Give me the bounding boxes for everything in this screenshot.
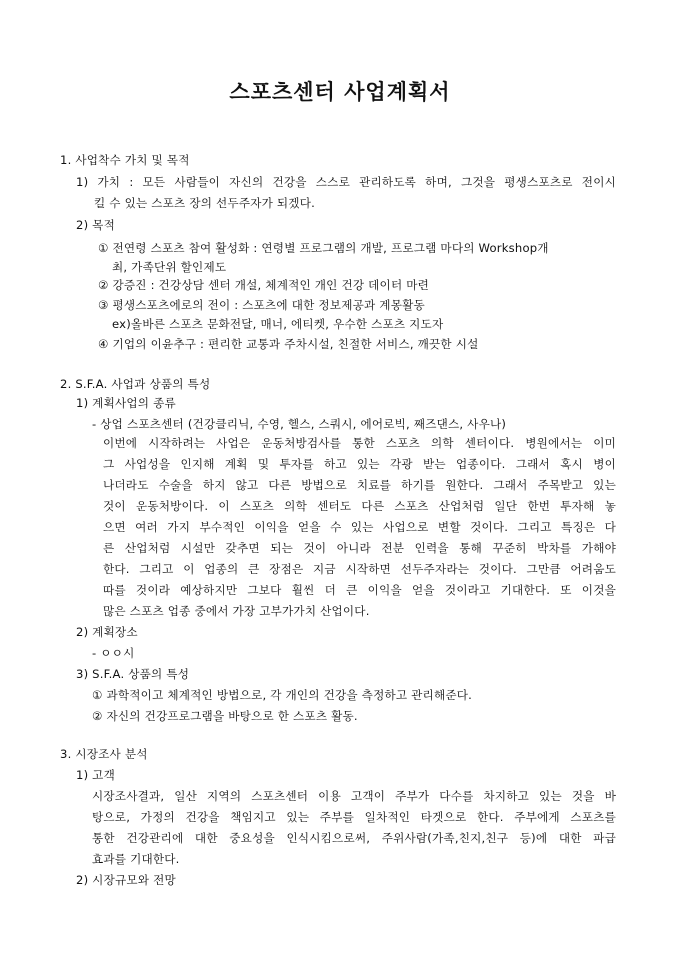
goal-3: ③ 평생스포츠에로의 전이 : 스포츠에 대한 정보제공과 계몽활동 [98,298,425,312]
paragraph-line: 이번에 시작하려는 사업은 운동처방검사를 통한 스포츠 의학 센터이다. 병원에서는 이미 [103,436,616,450]
feature-2: ② 자신의 건강프로그램을 바탕으로 한 스포츠 활동. [92,709,358,723]
purpose-label: 2) 목적 [76,218,115,232]
paragraph-line: 그 사업성을 인지해 계획 및 투자를 하고 있는 각광 받는 업종이다. 그래서 혹시 병이 [103,457,616,471]
location-value: - ㅇㅇ시 [92,646,135,660]
paragraph-line: 으면 여러 가지 부수적인 이익을 얻을 수 있는 사업으로 변할 것이다. 그리고 특징은 다 [103,520,616,534]
product-features-label: 3) S.F.A. 상품의 특성 [76,667,190,681]
paragraph-line: 한다. 그리고 이 업종의 큰 장점은 지금 시작하면 선두주자라는 것이다. 그만큼 어려움도 [103,562,616,576]
section-3-heading: 3. 시장조사 분석 [60,747,148,761]
business-type-bullet: - 상업 스포츠센터 (건강클리닉, 수영, 헬스, 스쿼시, 에어로빅, 째즈댄스, 사우나) [92,417,507,431]
location-label: 2) 계획장소 [76,625,138,639]
paragraph-line: 탕으로, 가정의 건강을 책임지고 있는 주부를 일차적인 타겟으로 한다. 주부에게 스포츠를 [92,810,616,824]
paragraph-line: 많은 스포츠 업종 중에서 가장 고부가가치 산업이다. [103,604,370,618]
feature-1: ① 과학적이고 체계적인 방법으로, 각 개인의 건강을 측정하고 관리해준다. [92,688,473,702]
paragraph-line: 것이 운동처방이다. 이 스포츠 의학 센터도 다른 스포츠 산업처럼 일단 한번 투자해 놓 [103,499,616,513]
goal-3-cont: ex)올바른 스포츠 문화전달, 매너, 에티켓, 우수한 스포츠 지도자 [112,317,444,331]
goal-1: ① 전연령 스포츠 참여 활성화 : 연령별 프로그램의 개발, 프로그램 마다의 Workshop개 [98,241,549,255]
customer-label: 1) 고객 [76,768,115,782]
paragraph-line: 나더라도 수술을 하지 않고 다른 방법으로 치료를 하기를 원한다. 그래서 주목받고 있는 [103,478,616,492]
paragraph-line: 효과를 기대한다. [92,852,180,866]
goal-2: ② 강증진 : 건강상담 센터 개설, 체계적인 개인 건강 데이터 마련 [98,278,430,292]
value-line-cont: 킬 수 있는 스포츠 장의 선두주자가 되겠다. [94,196,315,210]
goal-4: ④ 기업의 이윤추구 : 편리한 교통과 주차시설, 친절한 서비스, 깨끗한 시설 [98,337,479,351]
value-line: 1) 가치 : 모든 사람들이 자신의 건강을 스스로 관리하도록 하며, 그것을 평생스포츠로 전이시 [76,175,616,189]
market-size-label: 2) 시장규모와 전망 [76,873,176,887]
document-title: 스포츠센터 사업계획서 [229,79,451,104]
paragraph-line: 따를 것이라 예상하지만 그보다 훨씬 더 큰 이익을 얻을 것이라고 기대한다. 또 이것을 [103,583,616,597]
paragraph-line: 른 산업처럼 시설만 갖추면 되는 것이 아니라 전분 인력을 통해 꾸준히 박차를 가해야 [103,541,616,555]
section-1-heading: 1. 사업착수 가치 및 목적 [60,153,190,167]
paragraph-line: 통한 건강관리에 대한 중요성을 인식시킴으로써, 주위사람(가족,친지,친구 등)에 대한 파급 [92,831,616,845]
goal-1-cont: 최, 가족단위 할인제도 [112,260,227,274]
paragraph-line: 시장조사결과, 일산 지역의 스포츠센터 이용 고객이 주부가 다수를 차지하고 있는 것을 바 [92,789,616,803]
section-2-heading: 2. S.F.A. 사업과 상품의 특성 [60,377,211,391]
business-type-label: 1) 계획사업의 종류 [76,396,176,410]
